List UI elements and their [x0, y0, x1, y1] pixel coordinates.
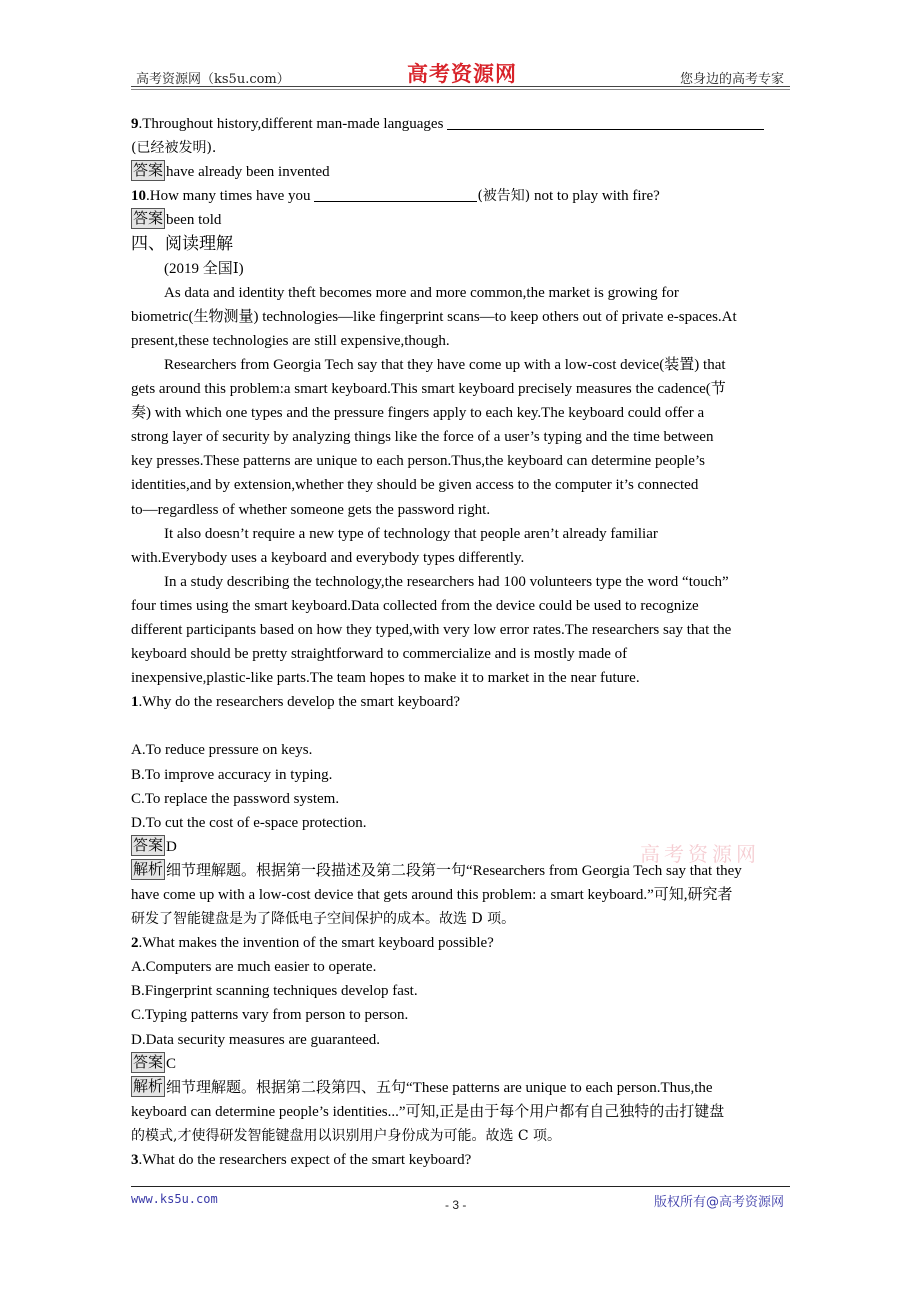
question-stem: .Why do the researchers develop the smart keyboard? — [138, 694, 461, 711]
header-site-name: 高考资源网（ks5u.com） — [136, 72, 290, 87]
watermark-logo: 高考资源网 — [640, 842, 760, 866]
page-header — [131, 58, 790, 88]
option-b: B.To improve accuracy in typing. — [131, 766, 333, 783]
hint-text: (已经被发明). — [131, 140, 217, 157]
question-number: 9 — [131, 116, 139, 132]
passage-line: different participants based on how they typed,with very low error rates.The researchers say that the — [131, 621, 732, 638]
source-text: (2019 全国Ⅰ) — [164, 260, 244, 277]
passage-line: key presses.These patterns are unique to each person.Thus,the keyboard can determine people’s — [131, 453, 705, 470]
question-9 — [131, 112, 793, 136]
option-d: D.Data security measures are guaranteed. — [131, 1031, 381, 1048]
option-c: C.Typing patterns vary from person to person. — [131, 1007, 409, 1024]
analysis-tag: 解析 — [133, 859, 164, 878]
analysis-text: 细节理解题。根据第二段第四、五句“These patterns are unique to each person.Thus,the — [166, 1079, 713, 1096]
analysis-tag: 解析 — [133, 1076, 164, 1095]
answer-tag: 答案 — [133, 1052, 164, 1071]
option-a: A.Computers are much easier to operate. — [131, 959, 377, 976]
footer-site-link[interactable]: www.ks5u.com — [131, 1192, 218, 1206]
document-body — [131, 112, 793, 1172]
section-title — [131, 232, 793, 256]
passage-line: with.Everybody uses a keyboard and everybody types differently. — [131, 549, 525, 566]
answer-tag: 答案 — [133, 161, 164, 180]
option-d: D.To cut the cost of e-space protection. — [131, 814, 367, 831]
question-10 — [131, 184, 793, 208]
answer-tag: 答案 — [133, 209, 164, 228]
answer-tag: 答案 — [133, 835, 164, 854]
answer-row — [131, 1052, 793, 1076]
answer-text: D — [166, 838, 177, 855]
passage-line: 奏) with which one types and the pressure fingers apply to each key.The keyboard could offer a — [131, 405, 705, 422]
answer-text: have already been invented — [166, 164, 330, 181]
passage-line: It also doesn’t require a new type of technology that people aren’t already familiar — [164, 525, 658, 542]
passage-line: gets around this problem:a smart keyboard.This smart keyboard precisely measures the cadence(节 — [131, 381, 726, 398]
analysis-line: 的模式,才使得研发智能键盘用以识别用户身份成为可能。故选 C 项。 — [131, 1127, 562, 1144]
question-3 — [131, 1148, 793, 1172]
analysis-line: 研发了智能键盘是为了降低电子空间保护的成本。故选 D 项。 — [131, 911, 516, 928]
fill-blank — [447, 113, 764, 130]
passage-line: keyboard should be pretty straightforward to commercialize and is mostly made of — [131, 646, 628, 663]
footer-divider — [131, 1186, 790, 1187]
passage-line: identities,and by extension,whether they should be given access to the computer it’s connected — [131, 477, 699, 494]
option-c: C.To replace the password system. — [131, 790, 340, 807]
passage-line: four times using the smart keyboard.Data collected from the device could be used to recognize — [131, 597, 699, 614]
question-stem: .What do the researchers expect of the smart keyboard? — [138, 1152, 472, 1169]
passage-source — [131, 257, 793, 281]
passage-line: biometric(生物测量) technologies—like fingerprint scans—to keep others out of private e-spaces.At — [131, 308, 737, 325]
analysis-text: 细节理解题。根据第一段描述及第二段第一句“Researchers from Georgia Tech say that they — [166, 862, 742, 879]
passage-line: Researchers from Georgia Tech say that they have come up with a low-cost device(装置) that — [164, 356, 726, 373]
question-9-hint — [131, 136, 793, 160]
question-number: 2 — [131, 935, 139, 952]
passage-line: present,these technologies are still expensive,though. — [131, 332, 450, 349]
header-divider — [131, 86, 790, 90]
answer-text: C — [166, 1055, 177, 1072]
passage-line: As data and identity theft becomes more and more common,the market is growing for — [164, 284, 679, 301]
question-stem: .What makes the invention of the smart keyboard possible? — [138, 935, 494, 952]
passage-line: inexpensive,plastic-like parts.The team hopes to make it to market in the near future. — [131, 670, 640, 687]
footer-copyright: 版权所有@高考资源网 — [653, 1195, 784, 1210]
option-b: B.Fingerprint scanning techniques develop fast. — [131, 983, 418, 1000]
passage-line: strong layer of security by analyzing things like the force of a user’s typing and the time between — [131, 429, 714, 446]
passage-line: In a study describing the technology,the researchers had 100 volunteers type the word “touch” — [164, 573, 729, 590]
question-text: .How many times have you — [146, 188, 315, 205]
question-number: 1 — [131, 694, 139, 711]
header-logo: 高考资源网 — [407, 61, 517, 86]
question-text: .Throughout history,different man-made languages — [138, 116, 448, 132]
passage-line: to—regardless of whether someone gets the password right. — [131, 501, 491, 518]
header-slogan: 您身边的高考专家 — [679, 72, 784, 87]
question-number: 3 — [131, 1152, 139, 1169]
fill-blank — [314, 185, 477, 202]
analysis-row — [131, 1076, 793, 1100]
answer-row — [131, 208, 793, 232]
question-number: 10 — [131, 188, 146, 205]
section-heading: 四、阅读理解 — [131, 234, 233, 255]
answer-row — [131, 160, 793, 184]
question-text: not to play with fire? — [530, 188, 660, 205]
hint-text: (被告知) — [477, 188, 531, 205]
page-number: - 3 - — [445, 1198, 467, 1212]
question-2 — [131, 931, 793, 955]
analysis-line: have come up with a low-cost device that gets around this problem: a smart keyboard.”可知,研究者 — [131, 887, 733, 903]
answer-text: been told — [166, 212, 222, 229]
question-1 — [131, 690, 793, 714]
option-a: A.To reduce pressure on keys. — [131, 742, 313, 759]
analysis-line: keyboard can determine people’s identities...”可知,正是由于每个用户都有自己独特的击打键盘 — [131, 1103, 725, 1120]
